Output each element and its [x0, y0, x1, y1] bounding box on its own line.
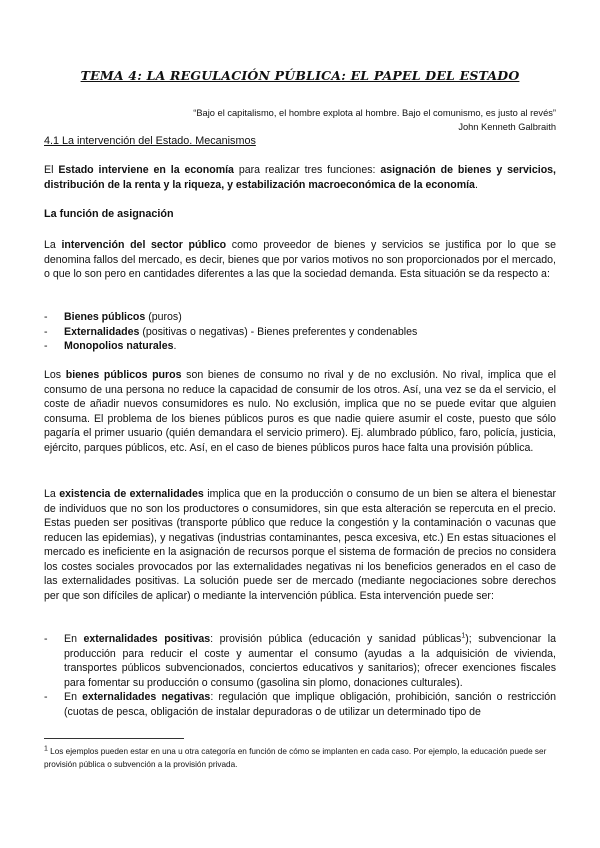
dash-marker: - — [44, 311, 48, 323]
text-run: La — [44, 488, 60, 500]
allocation-paragraph — [44, 238, 556, 282]
bold-run: bienes públicos puros — [65, 369, 182, 381]
market-failures-list — [44, 310, 556, 354]
text-run: Los — [44, 369, 66, 381]
document-title: TEMA 4: LA REGULACIÓN PÚBLICA: EL PAPEL DEL ESTADO — [80, 68, 520, 83]
bold-run: Estado interviene en la economía — [58, 164, 234, 176]
footnote-text: Los ejemplos pueden estar en una u otra categoría en función de cómo se implanten en cada caso. Por ejemplo, la educación puede ser provisión pública o subvención a la provisión privada. — [44, 747, 547, 769]
text-run: como proveedor de bienes y servicios se justifica por lo que se denomina fallos del mercado, es decir, bienes que por varios motivos no son proporcionados por el mercado, o que lo son pero en cantidades diferentes a las que la sociedad demanda. Esta situación se da respecto a: — [44, 239, 556, 280]
text-run: (positivas o negativas) - Bienes preferentes y condenables — [139, 325, 418, 338]
section-heading: 4.1 La intervención del Estado. Mecanismos — [44, 135, 256, 147]
footnote — [44, 745, 559, 771]
quote-author: John Kenneth Galbraith — [458, 122, 556, 132]
footnote-reference[interactable]: 1 — [461, 632, 466, 640]
bold-run: asignación de bienes y servicios, distribución de la renta y la riqueza, y estabilización macroeconómica de la economía — [44, 164, 556, 191]
text-run: . — [474, 178, 478, 191]
footnote-divider — [44, 738, 184, 739]
list-item — [44, 310, 556, 325]
dash-marker: - — [44, 633, 48, 645]
dash-marker: - — [44, 340, 48, 352]
list-item — [44, 690, 556, 719]
bold-run: Bienes públicos — [64, 311, 146, 323]
bold-run: externalidades positivas — [83, 633, 211, 645]
allocation-heading: La función de asignación — [44, 208, 174, 220]
bold-run: existencia de externalidades — [59, 488, 204, 500]
text-run: : regulación que implique obligación, prohibición, sanción o restricción (cuotas de pesca, obligación de instalar depuradoras o de utilizar un determinado tipo de — [64, 691, 556, 718]
dash-marker: - — [44, 325, 48, 338]
text-run: En — [64, 691, 83, 703]
public-goods-paragraph — [44, 368, 556, 455]
intro-paragraph — [44, 163, 556, 192]
list-item — [44, 325, 556, 340]
text-run: En — [64, 633, 84, 645]
bold-run: externalidades negativas — [82, 691, 211, 703]
text-run: (puros) — [145, 311, 182, 323]
interventions-list — [44, 632, 556, 719]
text-run: ); subvencionar la producción para reducir el coste y aumentar el consumo (ayudas a la adquisición de vivienda, transportes públicos subvencionados, conciertos educativos y sanitarios); ofrecer exenciones fiscales para fomentar su producción o consumo (gasolina sin plomo, donaciones culturales). — [64, 633, 557, 689]
text-run: La — [44, 239, 62, 251]
list-item — [44, 339, 556, 354]
text-run: son bienes de consumo no rival y de no exclusión. No rival, implica que el consumo de una persona no reduce la capacidad de consumir de los otros. Así, una vez se da el servicio, el coste de añadir nuevos consumidores es nulo. No exclusión, implica que no se puede evitar que alguien consuma. El problema de los bienes públicos puros es que nadie quiere asumir el coste, puesto que sólo pagaría el primer usuario (quién demandara el servicio primero). Ej. alumbrado público, faro, policía, justicia, ejército, parques públicos, etc. Así, en el caso de bienes públicos puros hace falta una provisión pública. — [44, 369, 556, 454]
footnote-mark: 1 — [44, 745, 48, 753]
text-run: . — [173, 340, 177, 352]
text-run: para realizar tres funciones: — [233, 164, 381, 176]
text-run: : provisión pública (educación y sanidad públicas — [210, 633, 462, 645]
bold-run: intervención del sector público — [61, 239, 227, 251]
quote-text: “Bajo el capitalismo, el hombre explota al hombre. Bajo el comunismo, es justo al revés” — [193, 108, 556, 118]
text-run: El — [44, 164, 59, 176]
text-run: implica que en la producción o consumo de un bien se altera el bienestar de individuos que no son los productores o consumidores, sin que esta alteración se repercuta en el precio. Estas pueden ser positivas (transporte público que reduce la congestión y la contaminación o vacunas que reducen las epidemias), y negativas (industrias contaminantes, pesca excesiva, etc.) En estas situaciones el mercado es ineficiente en la asignación de recursos porque el sistema de formación de precios no considera los costes sociales provocados por las externalidades negativas ni los beneficios generados en el caso de las externalidades positivas. La solución puede ser de mercado (mediante negociaciones sobre derechos per que son difíciles de aplicar) o mediante la intervención pública. Esta intervención puede ser: — [44, 488, 556, 602]
list-item — [44, 632, 556, 690]
bold-run: Externalidades — [64, 325, 140, 338]
bold-run: Monopolios naturales — [64, 340, 174, 352]
dash-marker: - — [44, 691, 48, 703]
epigraph-quote — [193, 106, 556, 134]
externalities-paragraph — [44, 487, 556, 603]
